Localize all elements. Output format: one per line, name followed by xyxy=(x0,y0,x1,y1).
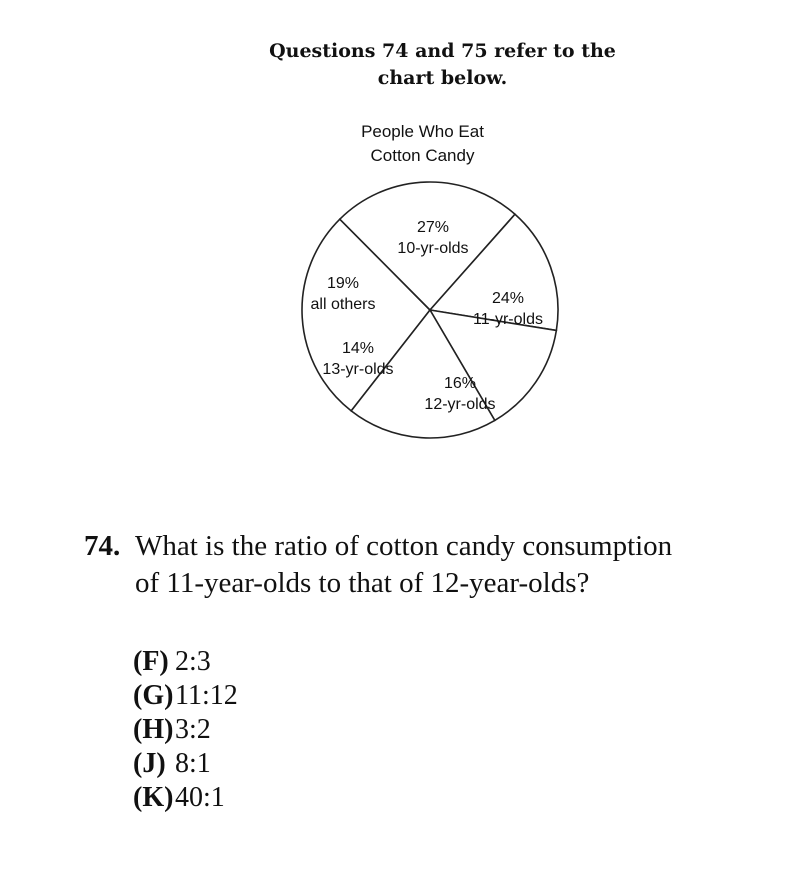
option-value: 2:3 xyxy=(175,646,211,677)
slice-percent-label: 19% xyxy=(326,275,360,292)
option-value: 40:1 xyxy=(175,782,225,813)
slice-category-label: 13-yr-olds xyxy=(322,361,394,378)
slice-category-label: all others xyxy=(310,296,376,313)
option-value: 3:2 xyxy=(175,714,211,745)
option-value: 11:12 xyxy=(175,680,238,711)
question-text xyxy=(135,528,775,602)
option-value: 8:1 xyxy=(175,748,211,779)
slice-percent-label: 16% xyxy=(443,375,477,392)
option-g[interactable] xyxy=(133,679,238,713)
slice-category-label: 11-yr-olds xyxy=(473,311,543,328)
option-h[interactable] xyxy=(133,713,238,747)
question-line-2: of 11-year-olds to that of 12-year-olds? xyxy=(135,567,590,599)
answer-options xyxy=(133,645,238,815)
option-f[interactable] xyxy=(133,645,238,679)
option-letter: (F) xyxy=(133,646,169,677)
option-letter: (G) xyxy=(133,680,174,711)
intro-line-2: chart below. xyxy=(377,67,508,89)
option-letter: (H) xyxy=(133,714,174,745)
question-line-1: What is the ratio of cotton candy consumption xyxy=(135,530,673,562)
option-k[interactable] xyxy=(133,781,238,815)
slice-percent-label: 14% xyxy=(341,340,375,357)
slice-percent-label: 24% xyxy=(491,290,525,307)
intro-line-1: Questions 74 and 75 refer to the xyxy=(269,40,616,62)
slice-category-label: 10-yr-olds xyxy=(397,240,469,257)
option-letter: (J) xyxy=(133,748,166,779)
chart-title-line-1: People Who Eat xyxy=(361,122,484,141)
slice-percent-label: 27% xyxy=(416,219,450,236)
slice-category-label: 12-yr-olds xyxy=(424,396,496,413)
question-number: 74. xyxy=(84,530,121,562)
option-letter: (K) xyxy=(133,782,174,813)
option-j[interactable] xyxy=(133,747,238,781)
chart-title-line-2: Cotton Candy xyxy=(370,146,475,165)
